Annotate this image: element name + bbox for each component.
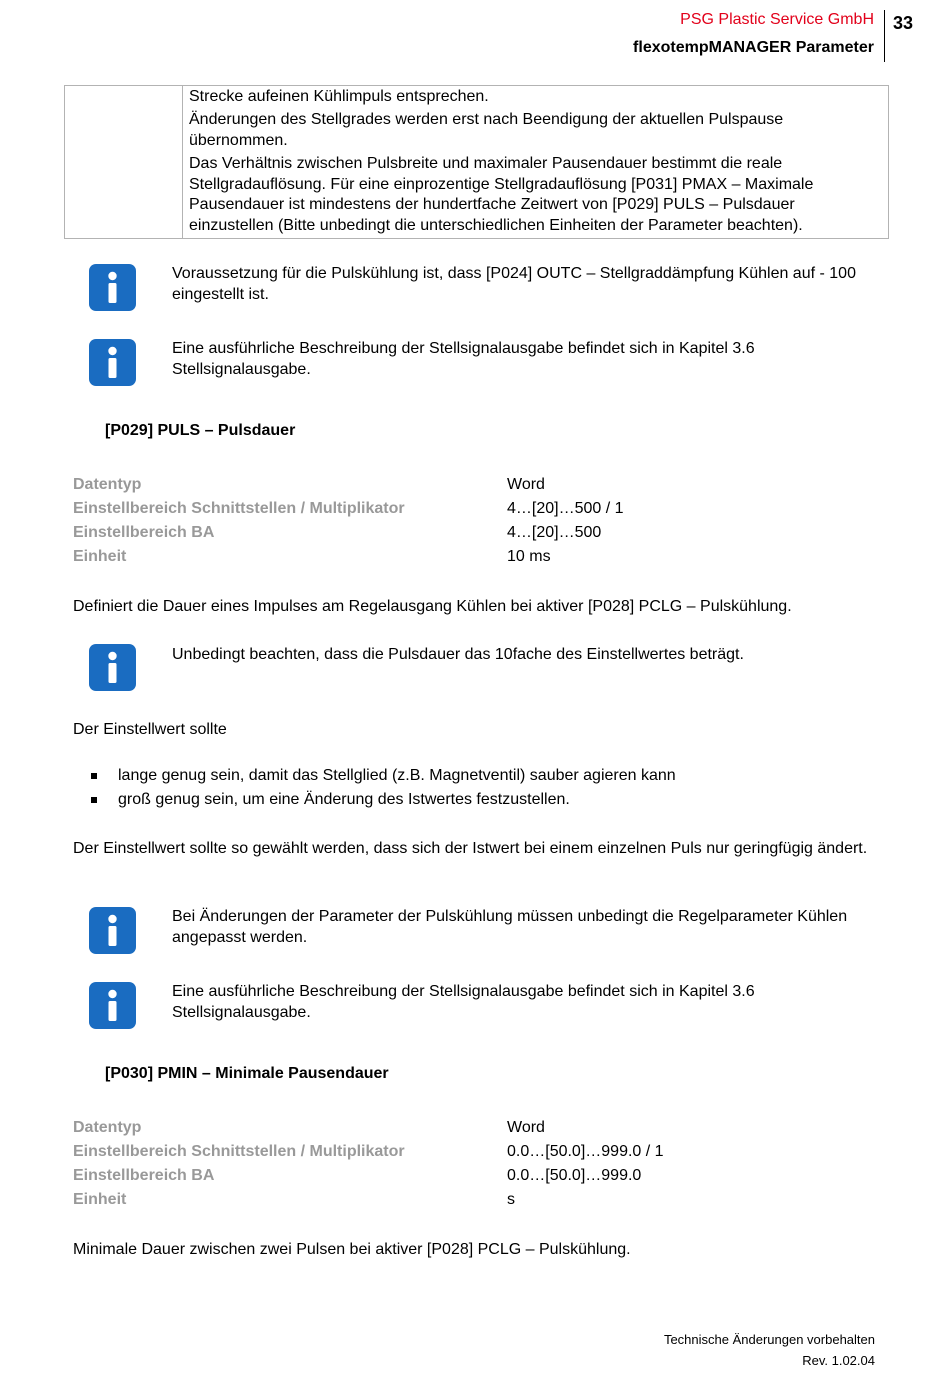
p029-description: Definiert die Dauer eines Impulses am Regelausgang Kühlen bei aktiver [P028] PCLG – Pulskühlung.	[73, 598, 792, 615]
param-value: 0.0…[50.0]…999.0 / 1	[507, 1143, 664, 1160]
section-heading-p030: [P030] PMIN – Minimale Pausendauer	[105, 1065, 389, 1082]
param-label: Einheit	[73, 1191, 127, 1208]
param-value: Word	[507, 476, 545, 493]
param-label: Einstellbereich BA	[73, 1167, 215, 1184]
param-label: Einstellbereich Schnittstellen / Multiplikator	[73, 1143, 405, 1160]
header-divider	[884, 10, 885, 62]
table-text-line-1: Strecke aufeinen Kühlimpuls entsprechen.	[189, 88, 489, 105]
param-value: 4…[20]…500	[507, 524, 602, 541]
param-value: 10 ms	[507, 548, 551, 565]
info-note-pulse-duration: Unbedingt beachten, dass die Pulsdauer das 10fache des Einstellwertes beträgt.	[172, 646, 744, 663]
param-value: 0.0…[50.0]…999.0	[507, 1167, 642, 1184]
table-text-line-3: Das Verhältnis zwischen Pulsbreite und maximaler Pausendauer bestimmt die reale Stellgradauflösung. Für eine einprozentige Stellgradauflösung [P031] PMAX – Maximale Pausendauer ist mindestens der hundertfache Zeitwert von [P029] PULS – Pulsdauer einzustellen (Bitte unbedingt die unterschiedlichen Einheiten der Parameter beachten).	[189, 155, 814, 234]
table-column-divider	[182, 86, 183, 238]
param-value: Word	[507, 1119, 545, 1136]
bullet-icon	[91, 797, 97, 803]
info-icon	[89, 264, 136, 311]
list-item: lange genug sein, damit das Stellglied (z.B. Magnetventil) sauber agieren kann	[118, 767, 676, 784]
page-number: 33	[893, 13, 914, 33]
p029-after-text: Der Einstellwert sollte so gewählt werden, dass sich der Istwert bei einem einzelnen Puls nur geringfügig ändert.	[73, 840, 868, 857]
param-label: Einstellbereich BA	[73, 524, 215, 541]
param-label: Datentyp	[73, 1119, 142, 1136]
param-label: Einstellbereich Schnittstellen / Multiplikator	[73, 500, 405, 517]
param-value: s	[507, 1191, 515, 1208]
info-note-pulse-cooling: Voraussetzung für die Pulskühlung ist, dass [P024] OUTC – Stellgraddämpfung Kühlen auf - 100 eingestellt ist.	[172, 265, 856, 303]
param-label: Datentyp	[73, 476, 142, 493]
list-item: groß genug sein, um eine Änderung des Istwertes festzustellen.	[118, 791, 570, 808]
info-icon	[89, 982, 136, 1029]
footer-revision: Rev. 1.02.04	[802, 1353, 875, 1368]
document-title: flexotempMANAGER Parameter	[633, 39, 874, 56]
param-value: 4…[20]…500 / 1	[507, 500, 624, 517]
info-note-reference: Eine ausführliche Beschreibung der Stellsignalausgabe befindet sich in Kapitel 3.6 Stellsignalausgabe.	[172, 340, 755, 378]
p030-description: Minimale Dauer zwischen zwei Pulsen bei aktiver [P028] PCLG – Pulskühlung.	[73, 1241, 631, 1258]
section-heading-p029: [P029] PULS – Pulsdauer	[105, 422, 296, 439]
info-icon	[89, 644, 136, 691]
p029-intro: Der Einstellwert sollte	[73, 721, 227, 738]
info-icon	[89, 907, 136, 954]
company-name: PSG Plastic Service GmbH	[680, 11, 874, 28]
param-label: Einheit	[73, 548, 127, 565]
table-text-line-2: Änderungen des Stellgrades werden erst nach Beendigung der aktuellen Pulspause übernommen.	[189, 111, 784, 149]
bullet-icon	[91, 773, 97, 779]
info-note-control-params: Bei Änderungen der Parameter der Pulskühlung müssen unbedingt die Regelparameter Kühlen angepasst werden.	[172, 908, 848, 946]
info-icon	[89, 339, 136, 386]
info-note-reference: Eine ausführliche Beschreibung der Stellsignalausgabe befindet sich in Kapitel 3.6 Stellsignalausgabe.	[172, 983, 755, 1021]
footer-disclaimer: Technische Änderungen vorbehalten	[663, 1332, 875, 1347]
